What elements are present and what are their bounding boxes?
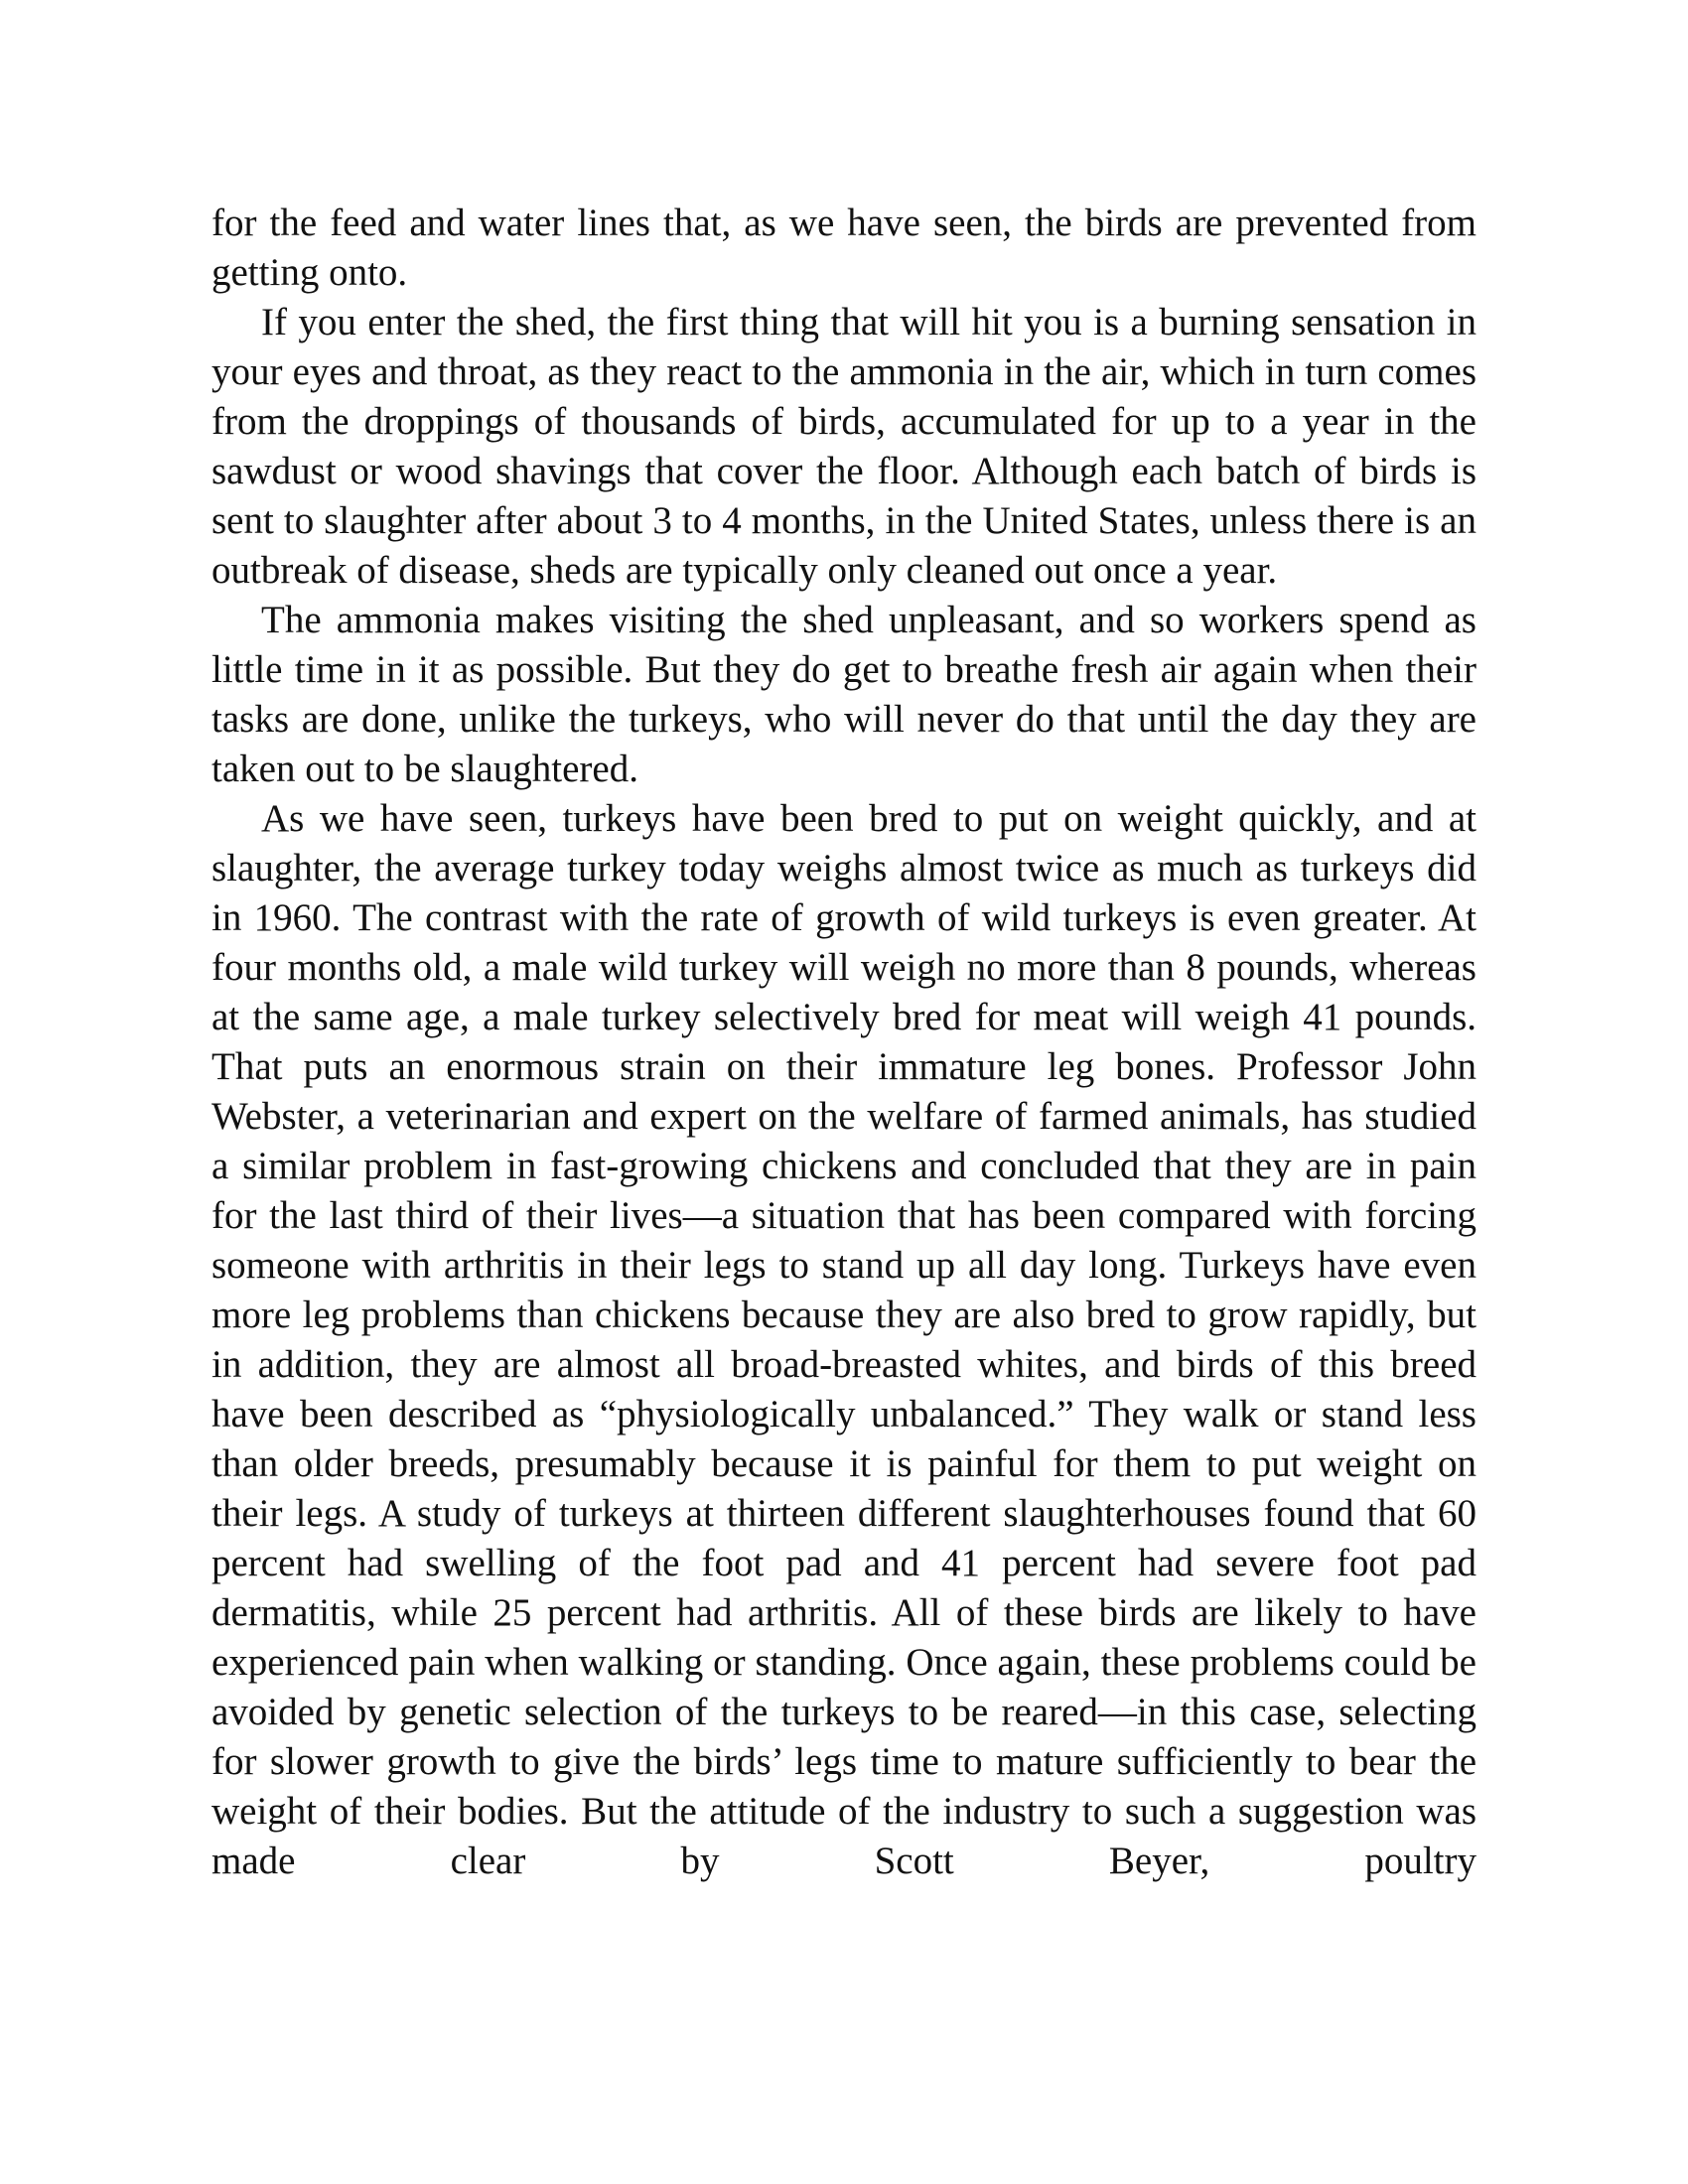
paragraph-turkey-growth: As we have seen, turkeys have been bred to put on weight quickly, and at slaughter, the average turkey today weighs almost twice as much as turkeys did in 1960. The contrast with the rate of growth of wild turkeys is even greater. At four months old, a male wild turkey will weigh no more than 8 pounds, whereas at the same age, a male turkey selectively bred for meat will weigh 41 pounds. That puts an enormous strain on their immature leg bones. Professor John Webster, a veterinarian and expert on the welfare of farmed animals, has studied a similar problem in fast-growing chickens and concluded that they are in pain for the last third of their lives—a situation that has been compared with forcing someone with arthritis in their legs to stand up all day long. Turkeys have even more leg problems than chickens because they are also bred to grow rapidly, but in addition, they are almost all broad-breasted whites, and birds of this breed have been described as “physiologically unbalanced.” They walk or stand less than older breeds, presumably because it is painful for them to put weight on their legs. A study of turkeys at thirteen different slaughterhouses found that 60 percent had swelling of the foot pad and 41 percent had severe foot pad dermatitis, while 25 percent had arthritis. All of these birds are likely to have experienced pain when walking or standing. Once again, these problems could be avoided by genetic selection of the turkeys to be reared—in this case, selecting for slower growth to give the birds’ legs time to mature sufficiently to bear the weight of their bodies. But the attitude of the industry to such a suggestion was made clear by Scott Beyer, poultry	[211, 797, 1477, 1882]
paragraph-continued: for the feed and water lines that, as we have seen, the birds are prevented from getting onto.	[211, 202, 1477, 294]
paragraph-workers: The ammonia makes visiting the shed unpleasant, and so workers spend as little time in it as possible. But they do get to breathe fresh air again when their tasks are done, unlike the turkeys, who will never do that until the day they are taken out to be slaughtered.	[211, 599, 1477, 790]
book-page-body	[211, 199, 1477, 1886]
paragraph-ammonia-shed: If you enter the shed, the first thing that will hit you is a burning sensation in your eyes and throat, as they react to the ammonia in the air, which in turn comes from the droppings of thousands of birds, accumulated for up to a year in the sawdust or wood shavings that cover the floor. Although each batch of birds is sent to slaughter after about 3 to 4 months, in the United States, unless there is an outbreak of disease, sheds are typically only cleaned out once a year.	[211, 301, 1477, 592]
